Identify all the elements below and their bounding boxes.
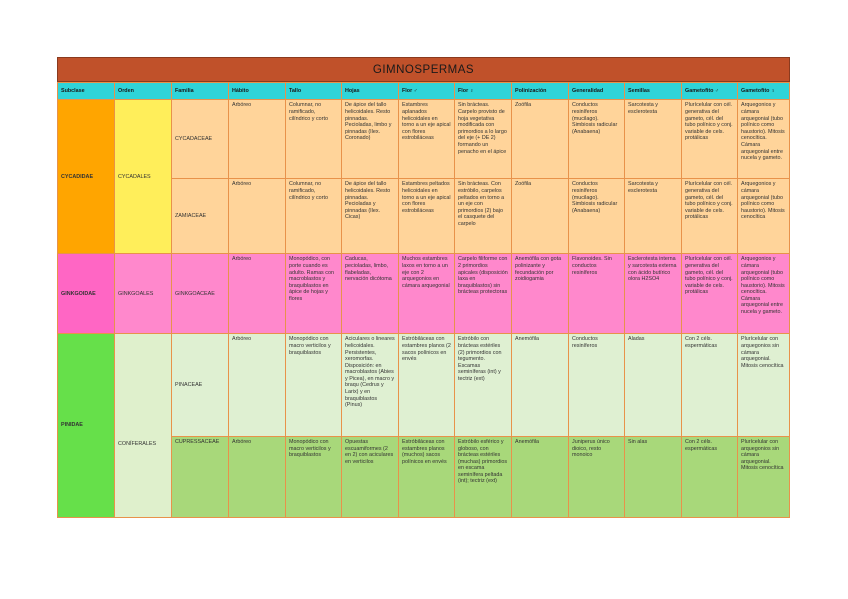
page [57, 57, 790, 518]
flor-m-cell: Muchos estambres laxos en torno a un eje con 2 arquegonios en cámara arquegonial [399, 254, 455, 334]
table-row [58, 254, 790, 334]
habito-cell: Arbóreo [229, 179, 286, 254]
hojas-cell: Opuestas escuamiformes (2 en 2) con aciculares en verticilos [342, 436, 399, 517]
tallo-cell: Monopódico, con porte cuando es adulto. Ramas con macroblastos y braquiblastos en ápice de hojas y flores [286, 254, 342, 334]
flor-f-cell: Sin brácteas. Con estróbilo, carpelos peltados en torno a un eje con primordios (2) bajo el casquete del carpelo [455, 179, 512, 254]
familia-cell: ZAMIACEAE [172, 179, 229, 254]
generalidad-cell: Conductos resiníferos [569, 334, 625, 437]
flor-f-cell: Estróbilo con brácteas estériles (2) primordios con tegumento. Escamas seminíferas (int) y tectriz (ext) [455, 334, 512, 437]
orden-cell: CONÍFERALES [115, 334, 172, 518]
generalidad-cell: Conductos resiníferos (mucilago). Simbiosis radicular (Anabaena) [569, 100, 625, 179]
gametofito-f-cell: Arquegonios y cámara arquegonial (tubo polínico como haustorio). Mitosis cenocítica. Cámara arquegonial entre nucela y gameto. [738, 100, 790, 179]
flor-m-cell: Estróbiláceas con estambres planos (muchos) sacos polínicos en envés [399, 436, 455, 517]
generalidad-cell: Conductos resiníferos (mucilago). Simbiosis radicular (Anabaena) [569, 179, 625, 254]
semillas-cell: Esclerotesta interna y sarcotesta externa con ácido butírico olora H2SO4 [625, 254, 682, 334]
flor-f-cell: Sin brácteas. Carpelo provisto de hoja vegetativa modificada con primordios a lo largo del eje (+ DE 2) formando un penacho en el ápice [455, 100, 512, 179]
semillas-cell: Sin alas [625, 436, 682, 517]
gametofito-m-cell: Plurícelular con cél. generativa del gameto, cél. del tubo polínico y conj. variable de cels. protálicas [682, 179, 738, 254]
semillas-cell: Sarcotesta y esclerotesta [625, 100, 682, 179]
header-flor-m: Flor ♂ [399, 83, 455, 100]
orden-cell: GINKGOALES [115, 254, 172, 334]
habito-cell: Arbóreo [229, 436, 286, 517]
gametofito-f-cell: Plurícelular con arquegonios sin cámara arquegonial. Mitosis cenocítica [738, 436, 790, 517]
header-hojas: Hojas [342, 83, 399, 100]
flor-f-cell: Carpelo filiforme con 2 primordios apicales (disposición laxa en braquiblastos) sin brácteas protectoras [455, 254, 512, 334]
table-title: GIMNOSPERMAS [57, 57, 790, 82]
generalidad-cell: Juniperus único dioico, resto monoico [569, 436, 625, 517]
gametofito-f-cell: Arquegonios y cámara arquegonial (tubo polínico como haustorio). Mitosis cenocítica. Cámara arquegonial entre nucela y gameto. [738, 254, 790, 334]
header-row [58, 83, 790, 100]
tallo-cell: Monopódico con macro verticilos y braquiblastos [286, 436, 342, 517]
flor-m-cell: Estambres aplanados helicoidales en torno a un eje apical con flores estrobiláceas [399, 100, 455, 179]
hojas-cell: Caducas, pecioladas, limbo, flabeladas, nervación dicótoma [342, 254, 399, 334]
semillas-cell: Sarcotesta y esclerotesta [625, 179, 682, 254]
gametofito-m-cell: Con 2 céls. espermáticas [682, 334, 738, 437]
header-generalidad: Generalidad [569, 83, 625, 100]
tallo-cell: Columnar, no ramificado, cilíndrico y corto [286, 100, 342, 179]
gymnosperm-table [57, 82, 790, 518]
habito-cell: Arbóreo [229, 334, 286, 437]
semillas-cell: Aladas [625, 334, 682, 437]
header-semillas: Semillas [625, 83, 682, 100]
familia-cell: CUPRESSACEAE [172, 436, 229, 517]
orden-cell: CYCADALES [115, 100, 172, 254]
subclase-cell: GINKGOIDAE [58, 254, 115, 334]
header-flor-f: Flor ♀ [455, 83, 512, 100]
subclase-cell: CYCADIDAE [58, 100, 115, 254]
gametofito-f-cell: Arquegonios y cámara arquegonial (tubo polínico como haustorio). Mitosis cenocítica [738, 179, 790, 254]
flor-m-cell: Estróbiláceas con estambres planos (2 sacos polínicos en envés [399, 334, 455, 437]
generalidad-cell: Flavonoides. Sin conductos resiníferos [569, 254, 625, 334]
polinizacion-cell: Zoófila [512, 100, 569, 179]
gametofito-m-cell: Plurícelular con cél. generativa del gameto, cél. del tubo polínico y conj. variable de cels. protálicas [682, 254, 738, 334]
subclase-cell: PINIDAE [58, 334, 115, 518]
header-familia: Familia [172, 83, 229, 100]
table-row [58, 100, 790, 179]
header-tallo: Tallo [286, 83, 342, 100]
habito-cell: Arbóreo [229, 254, 286, 334]
familia-cell: PINACEAE [172, 334, 229, 437]
polinizacion-cell: Zoófila [512, 179, 569, 254]
familia-cell: CYCADACEAE [172, 100, 229, 179]
header-orden: Orden [115, 83, 172, 100]
familia-cell: GINKGOACEAE [172, 254, 229, 334]
flor-m-cell: Estambres peltados helicoidales en torno a un eje apical con flores estrobiláceas [399, 179, 455, 254]
header-gametofito-m: Gametofito ♂ [682, 83, 738, 100]
polinizacion-cell: Anemófila con gota polinizante y fecundación por zoidiogamia [512, 254, 569, 334]
header-polinizacion: Polinización [512, 83, 569, 100]
gametofito-m-cell: Plurícelular con cél. generativa del gameto, cél. del tubo polínico y conj. variable de cels. protálicas [682, 100, 738, 179]
tallo-cell: Columnar, no ramificado, cilíndrico y corto [286, 179, 342, 254]
hojas-cell: De ápice del tallo helicoidales. Resto pinnadas. Pecioladas, limbo y pinnadas (Ilex. Coronado) [342, 100, 399, 179]
gametofito-m-cell: Con 2 céls. espermáticas [682, 436, 738, 517]
table-row [58, 334, 790, 437]
hojas-cell: De ápice del tallo helicoidales. Resto pinnadas. Pecioladas y pinnadas (Ilex. Cicas) [342, 179, 399, 254]
header-gametofito-f: Gametofito ♀ [738, 83, 790, 100]
gametofito-f-cell: Plurícelular con arquegonios sin cámara arquegonial. Mitosis cenocítica [738, 334, 790, 437]
header-subclase: Subclase [58, 83, 115, 100]
tallo-cell: Monopódico con macro verticilos y braquiblastos [286, 334, 342, 437]
habito-cell: Arbóreo [229, 100, 286, 179]
hojas-cell: Aciculares o lineares helicoidales. Persistentes, xeromorfas. Disposición: en macroblastos (Abies y Picea), en macro y braqu (Cedrus y Larix) y en braquiblastos (Pinus) [342, 334, 399, 437]
header-habito: Hábito [229, 83, 286, 100]
polinizacion-cell: Anemófila [512, 436, 569, 517]
polinizacion-cell: Anemófila [512, 334, 569, 437]
flor-f-cell: Estróbilo esférico y globoso, con brácteas estériles (muchas) primordios en escama seminífera peltada (int); tectriz (ext) [455, 436, 512, 517]
